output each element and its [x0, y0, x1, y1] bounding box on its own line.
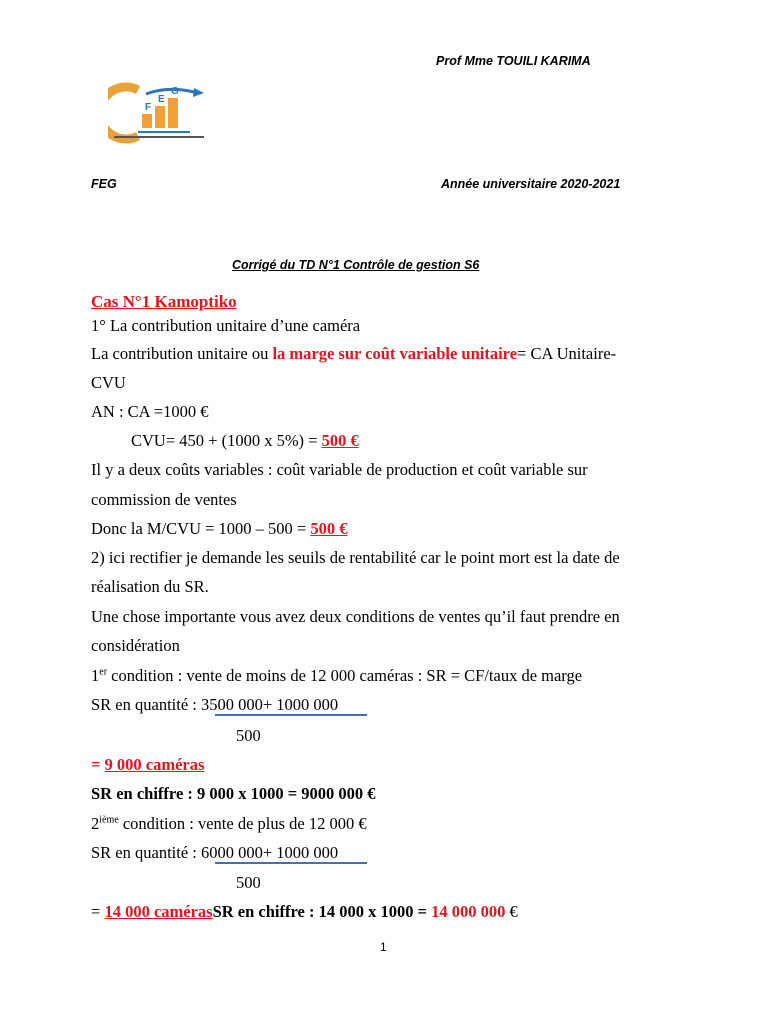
- numerator: 3500 000+ 1000 000: [201, 695, 339, 714]
- feg-logo: [108, 80, 218, 146]
- denominator-1: 500: [236, 726, 261, 745]
- text: Donc la M/CVU = 1000 – 500 =: [91, 519, 311, 538]
- line-sr-quantity-2: [91, 843, 338, 863]
- svg-text:E: E: [158, 94, 165, 105]
- highlight: la marge sur coût variable unitaire: [272, 344, 518, 363]
- text: SR en quantité :: [91, 843, 201, 862]
- text: CVU= 450 + (1000 x 5%) =: [131, 431, 322, 450]
- svg-text:G: G: [171, 86, 179, 97]
- text: =: [91, 755, 105, 774]
- case-title: Cas N°1 Kamoptiko: [91, 292, 237, 311]
- line-result-1: [91, 755, 204, 775]
- text: 2: [91, 814, 100, 833]
- result: 500 €: [310, 519, 348, 538]
- document-title: Corrigé du TD N°1 Contrôle de gestion S6: [232, 258, 480, 272]
- text: =: [91, 902, 105, 921]
- result: 14 000 caméras: [104, 902, 213, 921]
- superscript: er: [99, 666, 108, 678]
- line-ca: AN : CA =1000 €: [91, 402, 209, 421]
- superscript: ième: [99, 814, 119, 826]
- line-cvu-calc: [131, 431, 359, 451]
- result: 500 €: [321, 431, 359, 450]
- result: 9 000 caméras: [104, 755, 205, 774]
- line-cvu: CVU: [91, 373, 126, 392]
- line-condition-1: [91, 666, 582, 686]
- line-variable-costs: Il y a deux coûts variables : coût variable de production et coût variable sur: [91, 460, 588, 479]
- line-result-2: [91, 902, 518, 922]
- line-sr-quantity-1: [91, 695, 338, 715]
- text: SR en chiffre : 14 000 x 1000 =: [212, 902, 432, 921]
- text: condition : vente de moins de 12 000 caméras : SR = CF/taux de marge: [107, 666, 583, 685]
- fraction-line: [215, 714, 367, 716]
- text: condition : vente de plus de 12 000 €: [118, 814, 367, 833]
- fraction-line: [215, 862, 367, 864]
- svg-text:F: F: [145, 102, 152, 113]
- line-condition-2: [91, 814, 367, 834]
- academic-year: Année universitaire 2020-2021: [441, 177, 621, 191]
- question-1: 1° La contribution unitaire d’une caméra: [91, 316, 361, 335]
- text: La contribution unitaire ou: [91, 344, 273, 363]
- line-mcvu: [91, 519, 347, 539]
- line-realisation: réalisation du SR.: [91, 577, 209, 596]
- numerator: 6000 000+ 1000 000: [201, 843, 339, 862]
- text: €: [505, 902, 518, 921]
- professor-name: Prof Mme TOUILI KARIMA: [436, 54, 591, 68]
- line-sr-chiffre-1: SR en chiffre : 9 000 x 1000 = 9000 000 €: [91, 784, 376, 803]
- line-commission: commission de ventes: [91, 490, 237, 509]
- institution-label: FEG: [91, 177, 117, 191]
- denominator-2: 500: [236, 873, 261, 892]
- text: = CA Unitaire-: [517, 344, 617, 363]
- text: SR en quantité :: [91, 695, 201, 714]
- result: 14 000 000: [431, 902, 506, 921]
- line-contribution: [91, 344, 616, 364]
- page-number: 1: [380, 940, 387, 954]
- line-question-2: 2) ici rectifier je demande les seuils de rentabilité car le point mort est la date de: [91, 548, 620, 567]
- line-consideration: considération: [91, 636, 180, 655]
- line-important: Une chose importante vous avez deux conditions de ventes qu’il faut prendre en: [91, 607, 620, 626]
- text: 1: [91, 666, 100, 685]
